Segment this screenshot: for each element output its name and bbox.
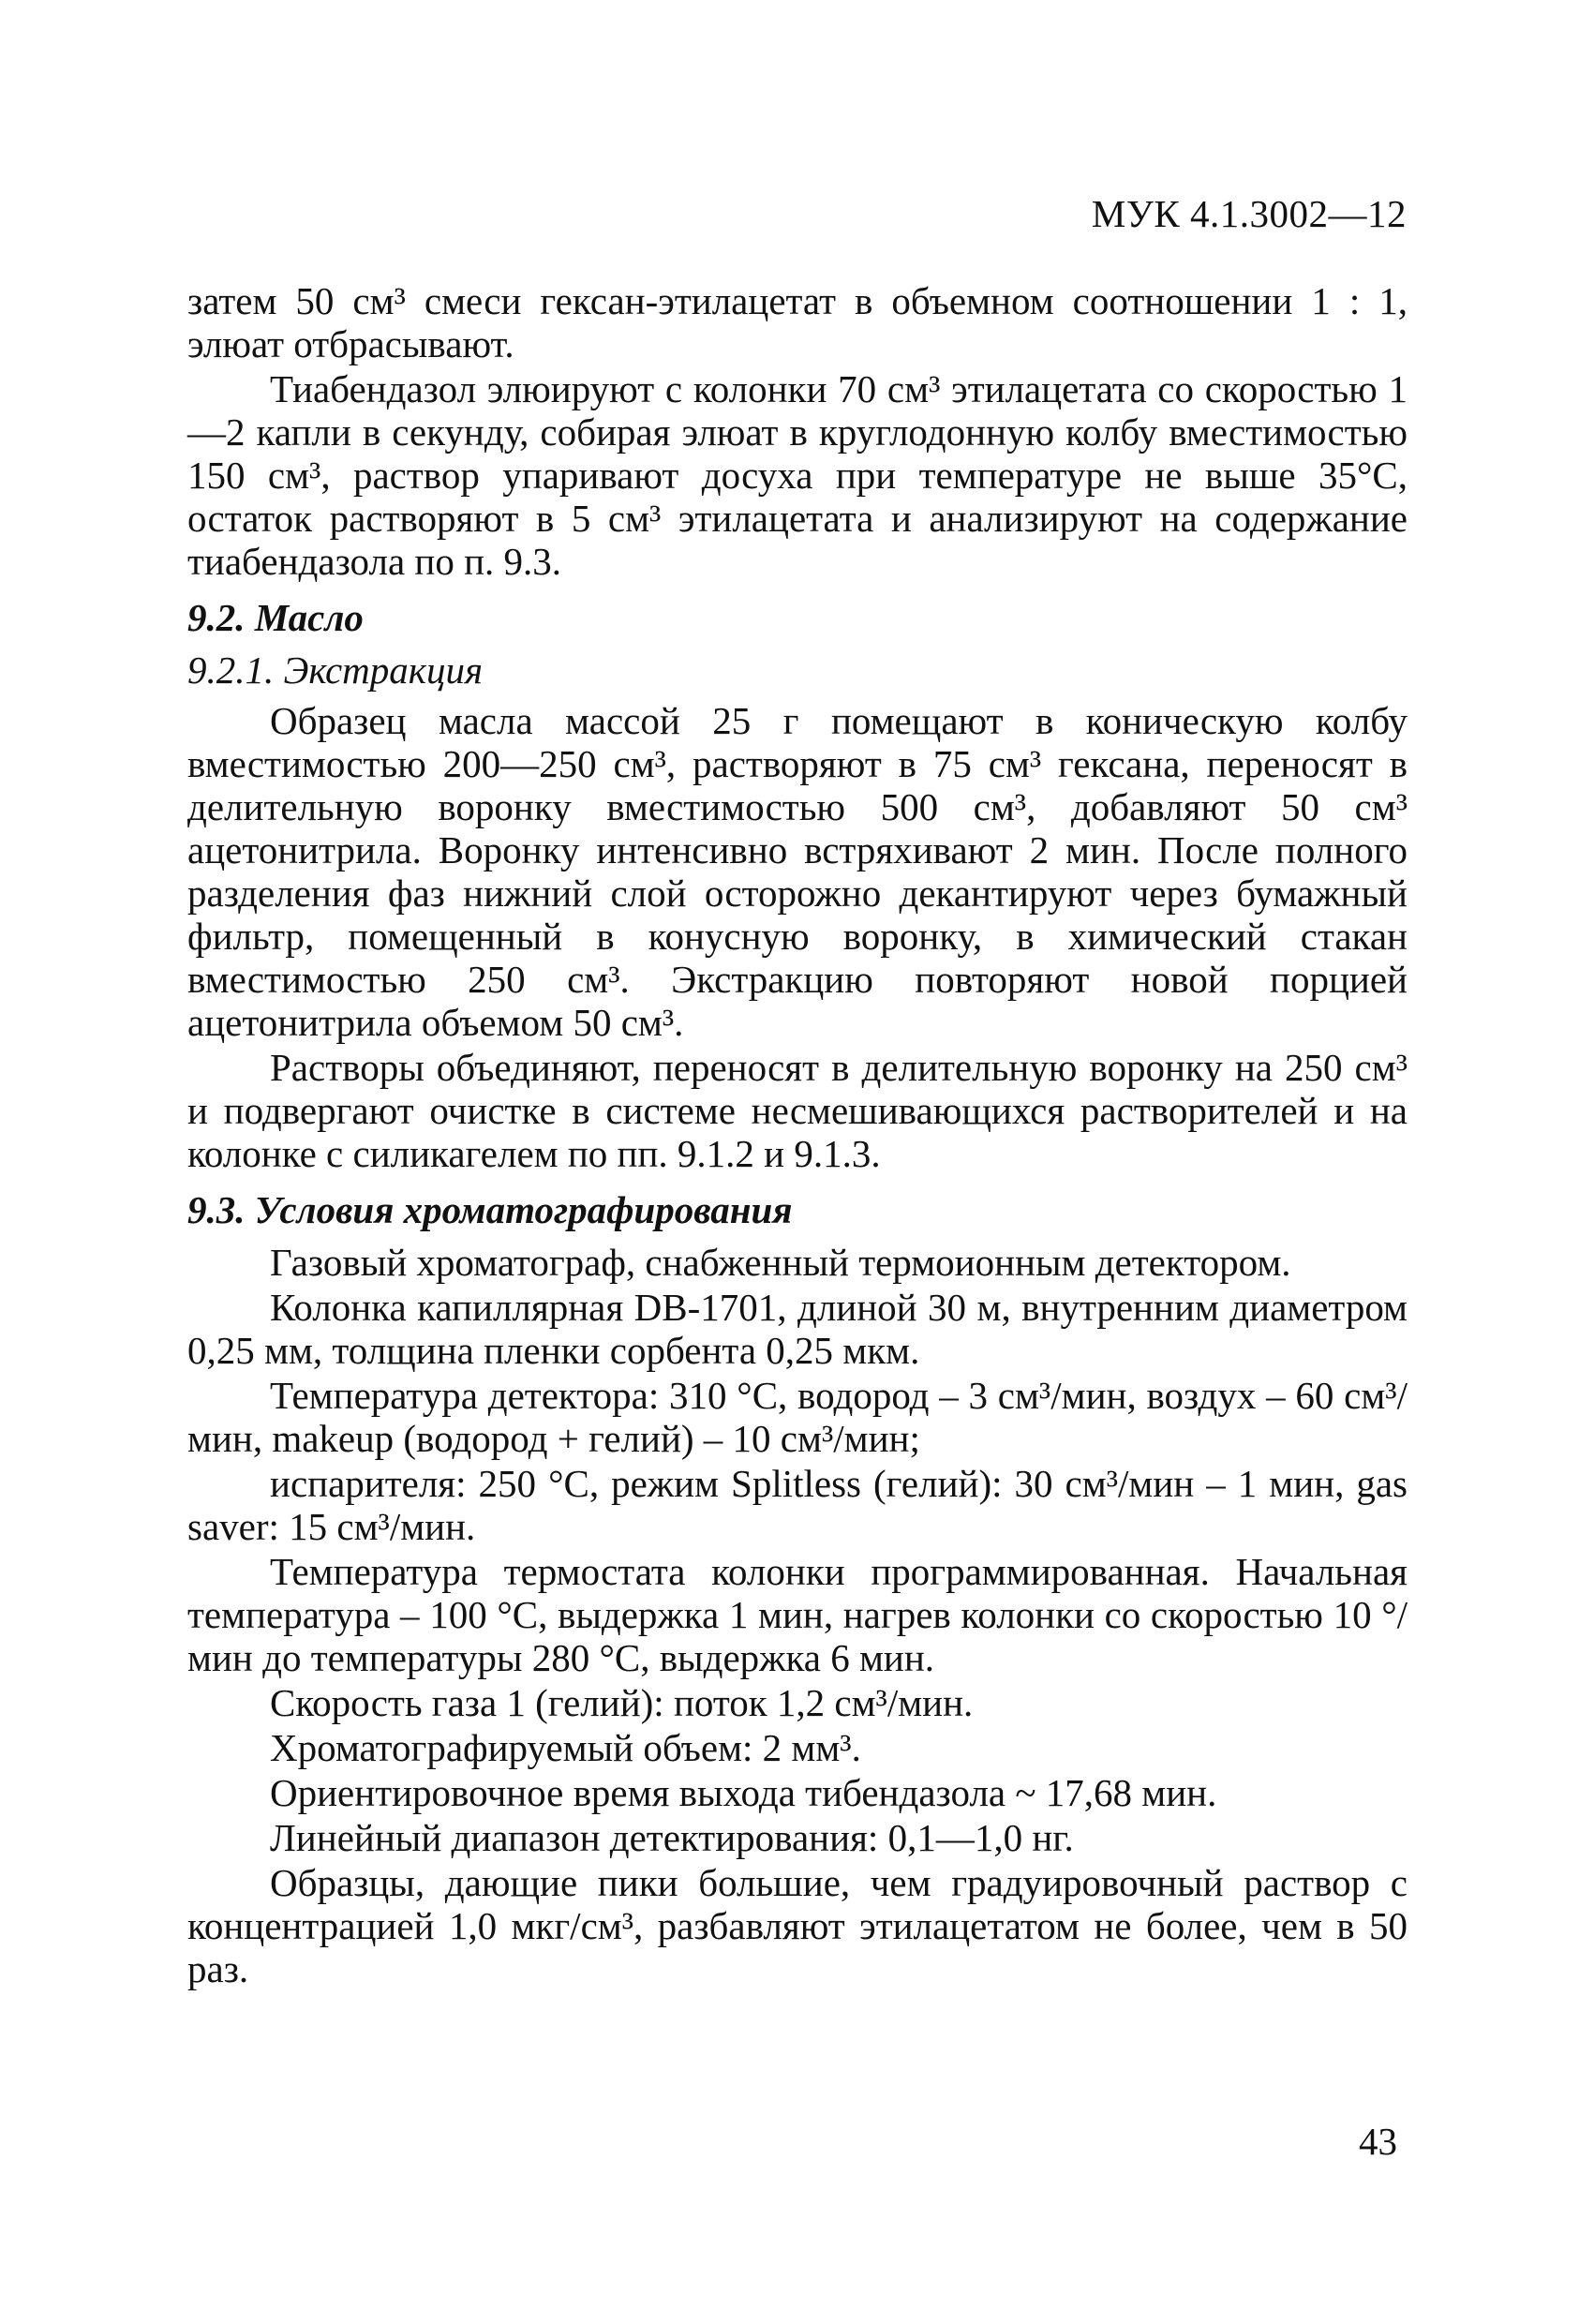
paragraph: Растворы объединяют, переносят в делительную воронку на 250 см³ и подвергают очистке в системе несмешивающихся растворителей и на колонке с силикагелем по пп. 9.1.2 и 9.1.3.: [187, 1046, 1408, 1175]
paragraph: Температура термостата колонки программированная. Начальная температура – 100 °С, выдержка 1 мин, нагрев колонки со скоростью 10 °/мин до температуры 280 °С, выдержка 6 мин.: [187, 1550, 1408, 1679]
paragraph: Образцы, дающие пики большие, чем градуировочный раствор с концентрацией 1,0 мкг/см³, разбавляют этилацетатом не более, чем в 50 раз.: [187, 1861, 1408, 1990]
subsection-heading-9-2-1: 9.2.1. Экстракция: [187, 648, 484, 692]
paragraph: Температура детектора: 310 °С, водород – 3 см³/мин, воздух – 60 см³/мин, makeup (водород + гелий) – 10 см³/мин;: [187, 1374, 1408, 1460]
paragraph: Колонка капиллярная DB-1701, длиной 30 м, внутренним диаметром 0,25 мм, толщина пленки сорбента 0,25 мкм.: [187, 1286, 1408, 1372]
paragraph: Газовый хроматограф, снабженный термоионным детектором.: [270, 1241, 1291, 1284]
page-number: 43: [1359, 2120, 1397, 2163]
paragraph: затем 50 см³ смеси гексан-этилацетат в объемном соотношении 1 : 1, элюат отбрасывают.: [187, 279, 1408, 365]
paragraph: Скорость газа 1 (гелий): поток 1,2 см³/мин.: [270, 1681, 974, 1724]
paragraph: Линейный диапазон детектирования: 0,1—1,0 нг.: [270, 1816, 1074, 1859]
document-code-header: МУК 4.1.3002—12: [1091, 192, 1407, 235]
paragraph: Тиабендазол элюируют с колонки 70 см³ этилацетата со скоростью 1—2 капли в секунду, собирая элюат в круглодонную колбу вместимостью 150 см³, раствор упаривают досуха при температуре не выше 35°С, остаток растворяют в 5 см³ этилацетата и анализируют на содержание тиабендазола по п. 9.3.: [187, 367, 1408, 583]
body-text: [187, 279, 1408, 1992]
paragraph: Образец масла массой 25 г помещают в коническую колбу вместимостью 200—250 см³, растворяют в 75 см³ гексана, переносят в делительную воронку вместимостью 500 см³, добавляют 50 см³ ацетонитрила. Воронку интенсивно встряхивают 2 мин. После полного разделения фаз нижний слой осторожно декантируют через бумажный фильтр, помещенный в конусную воронку, в химический стакан вместимостью 250 см³. Экстракцию повторяют новой порцией ацетонитрила объемом 50 см³.: [187, 699, 1408, 1044]
paragraph: Хроматографируемый объем: 2 мм³.: [270, 1726, 861, 1769]
paragraph: Ориентировочное время выхода тибендазола ~ 17,68 мин.: [270, 1771, 1217, 1814]
section-heading-9-2: 9.2. Масло: [187, 596, 364, 639]
paragraph: испарителя: 250 °С, режим Splitless (гелий): 30 см³/мин – 1 мин, gas saver: 15 см³/мин.: [187, 1462, 1408, 1548]
section-heading-9-3: 9.3. Условия хроматографирования: [187, 1188, 793, 1231]
